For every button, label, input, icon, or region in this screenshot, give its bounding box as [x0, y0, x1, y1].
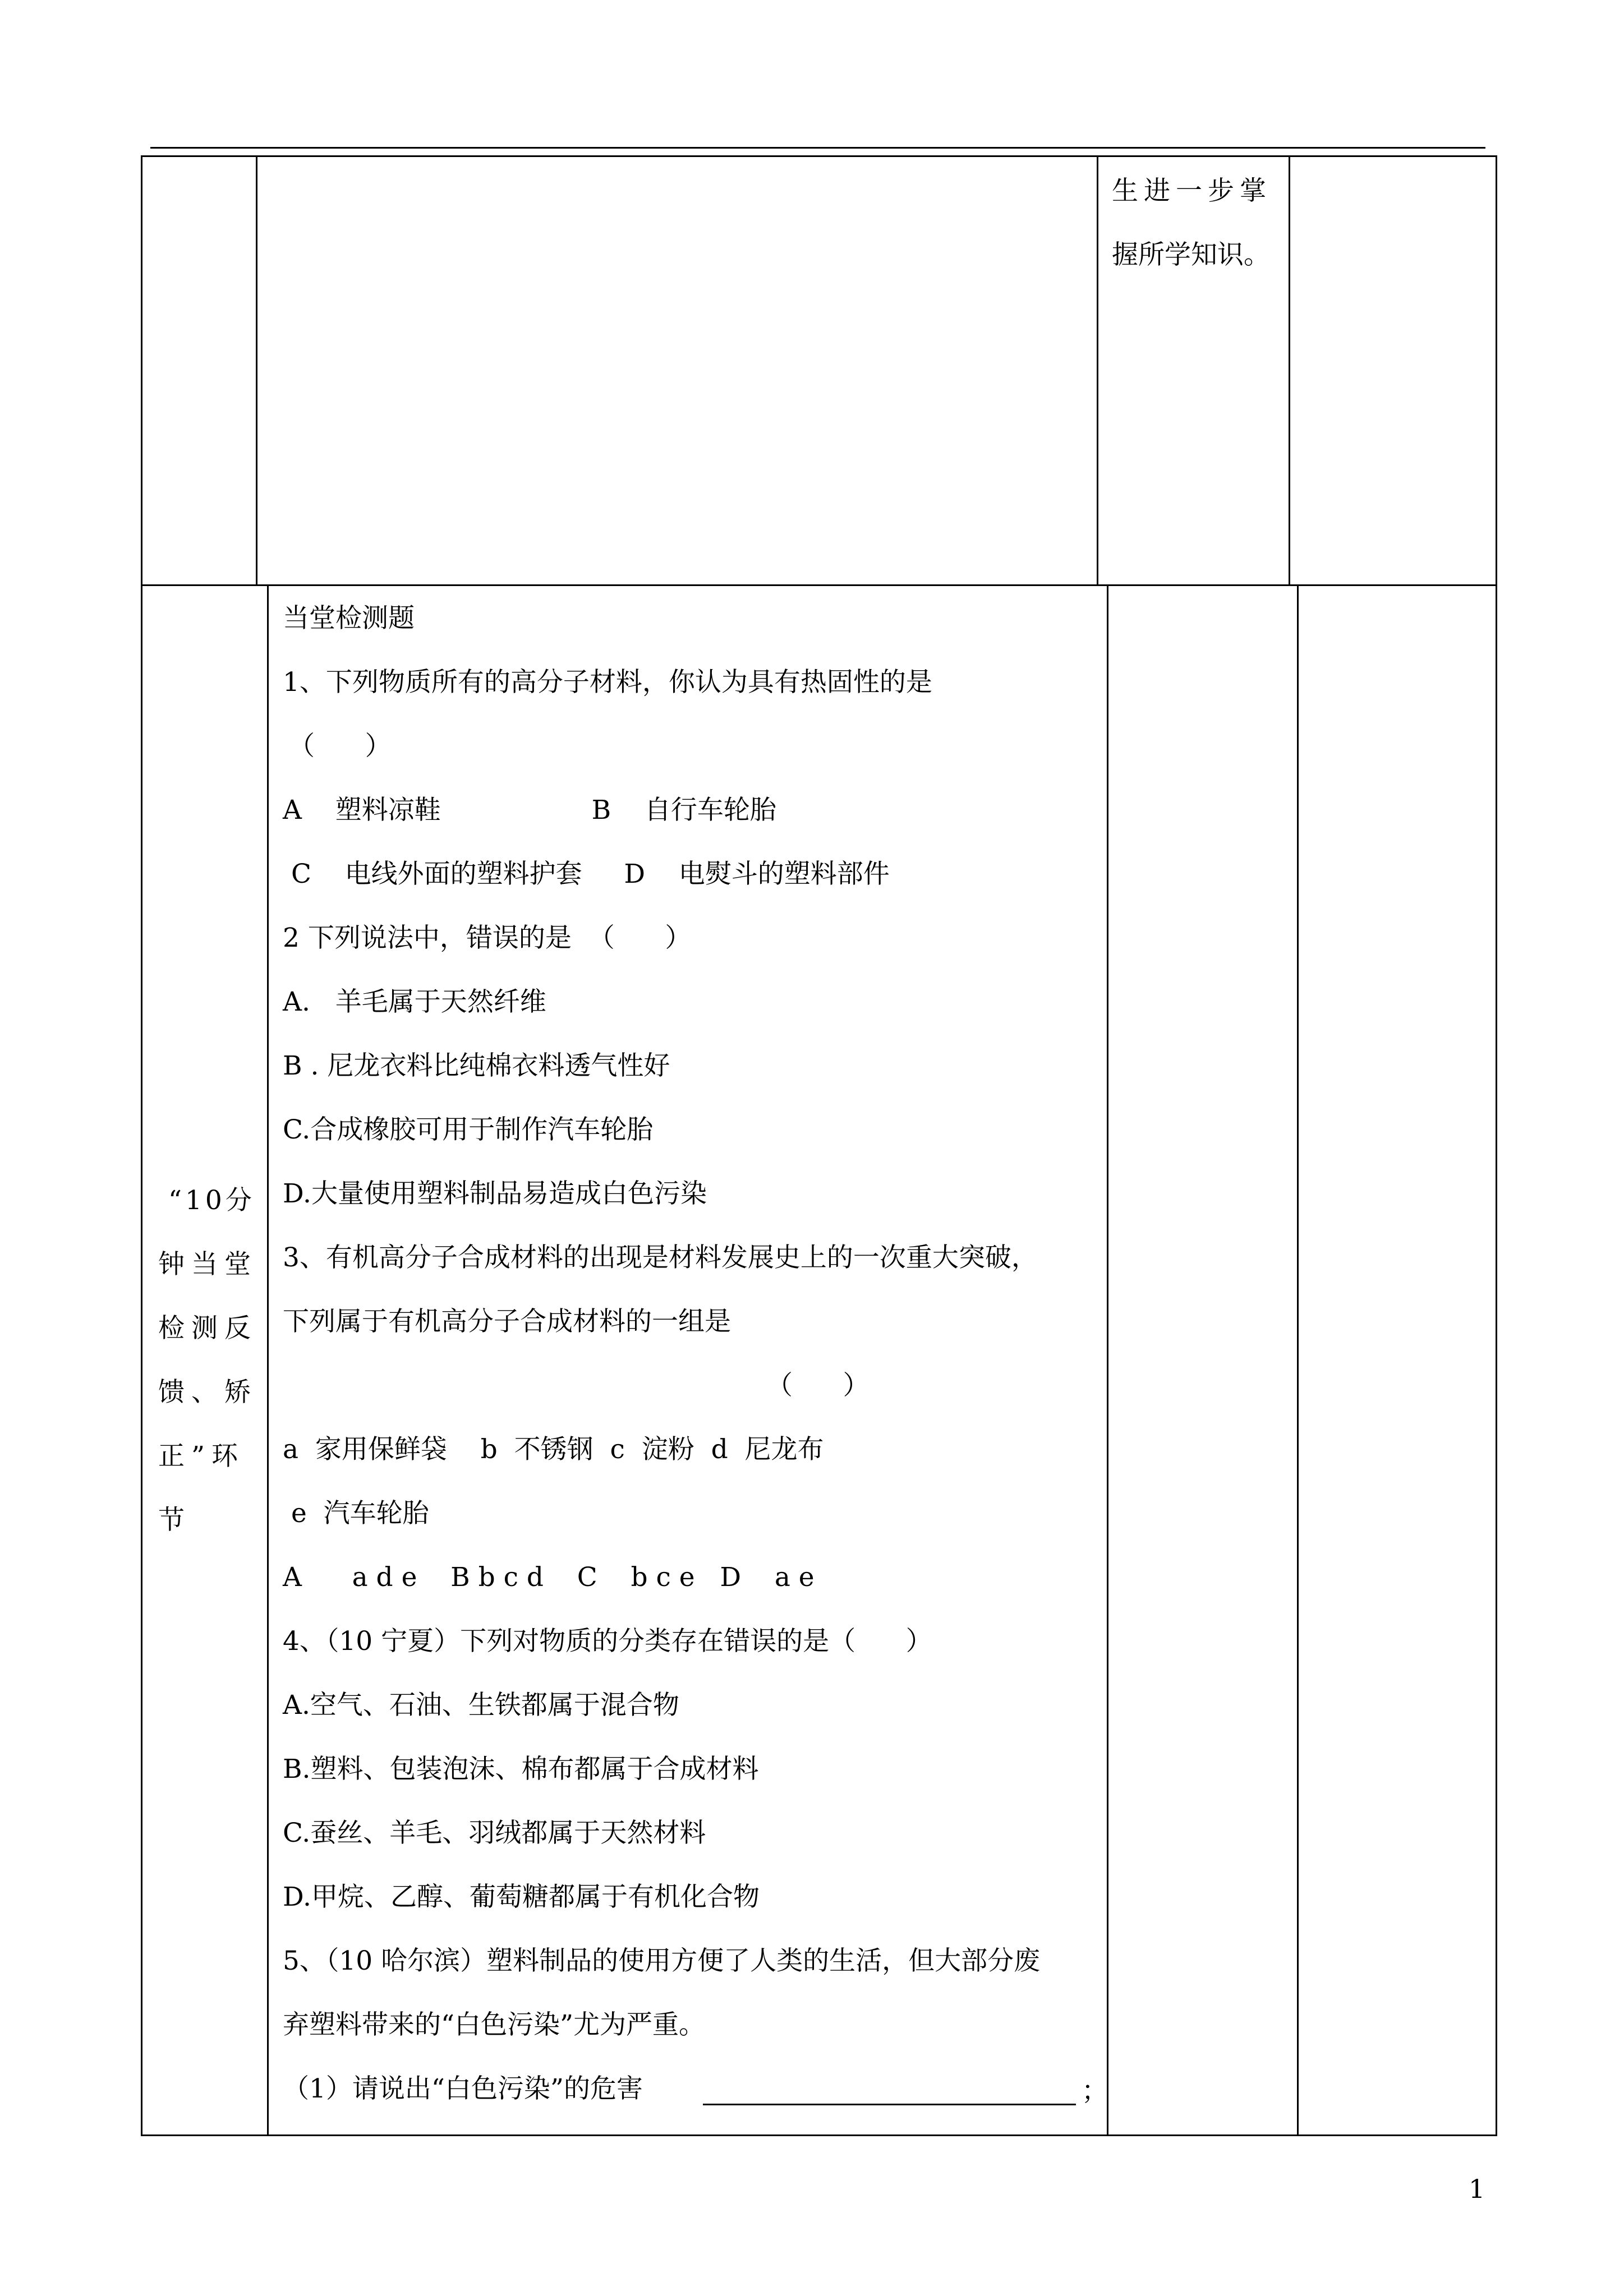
row1-col-divider-2: [1097, 155, 1098, 586]
quiz-title: 当堂检测题: [283, 603, 415, 634]
question-3-items: a 家用保鲜袋 b 不锈钢 c 淀粉 d 尼龙布: [283, 1434, 824, 1465]
table-bottom-border: [141, 2134, 1497, 2136]
question-5-part-1-end: ；: [1082, 2076, 1108, 2106]
question-4-option-c: C.蚕丝、羊毛、羽绒都属于天然材料: [283, 1818, 706, 1848]
section-label-line-6: 节: [158, 1505, 185, 1536]
question-2-option-c: C.合成橡胶可用于制作汽车轮胎: [283, 1114, 654, 1145]
question-1-options-ab: A 塑料凉鞋 B 自行车轮胎: [283, 795, 776, 826]
question-5-line-1: 5、（10 哈尔滨）塑料制品的使用方便了人类的生活，但大部分废: [283, 1945, 1041, 1976]
question-2: 2 下列说法中，错误的是 （ ）: [283, 923, 692, 953]
section-label-line-4: 馈、矫: [158, 1377, 257, 1408]
question-4-option-a: A.空气、石油、生铁都属于混合物: [283, 1690, 679, 1721]
row1-note-line-2: 握所学知识。: [1112, 239, 1270, 270]
question-1: 1、下列物质所有的高分子材料，你认为具有热固性的是: [283, 667, 932, 698]
section-label-line-3: 检测反: [158, 1313, 257, 1344]
page-number: 1: [1469, 2174, 1485, 2204]
row2-col-divider-2: [1107, 584, 1108, 2136]
section-label-line-5: 正”环: [158, 1441, 245, 1472]
answer-blank-line: [703, 2104, 1076, 2105]
header-rule: [150, 147, 1485, 149]
question-1-options-cd: C 电线外面的塑料护套 D 电熨斗的塑料部件: [283, 859, 890, 889]
question-2-option-b: B . 尼龙衣料比纯棉衣料透气性好: [283, 1050, 670, 1081]
question-2-option-a: A. 羊毛属于天然纤维: [283, 986, 546, 1017]
row1-col-divider-3: [1289, 155, 1290, 586]
question-3-line-1: 3、有机高分子合成材料的出现是材料发展史上的一次重大突破，: [283, 1242, 1038, 1273]
question-3-item-e: e 汽车轮胎: [283, 1498, 429, 1529]
question-4: 4、（10 宁夏）下列对物质的分类存在错误的是（ ）: [283, 1626, 932, 1657]
question-1-answer-bracket: （ ）: [288, 731, 392, 762]
section-label-line-1: “10分: [168, 1185, 255, 1216]
question-4-option-d: D.甲烷、乙醇、葡萄糖都属于有机化合物: [283, 1882, 760, 1912]
section-label-line-2: 钟当堂: [158, 1249, 257, 1280]
question-5-line-2: 弃塑料带来的“白色污染”尤为严重。: [283, 2009, 706, 2040]
question-2-option-d: D.大量使用塑料制品易造成白色污染: [283, 1178, 707, 1209]
row2-col-divider-1: [267, 584, 269, 2136]
row2-col-divider-3: [1297, 584, 1299, 2136]
table-top-border: [141, 155, 1497, 157]
row1-note-line-1: 生进一步掌: [1112, 176, 1272, 206]
row1-col-divider-1: [256, 155, 257, 586]
question-3-options: A a d e B b c d C b c e D a e: [283, 1562, 815, 1593]
question-3-line-2: 下列属于有机高分子合成材料的一组是: [283, 1306, 731, 1337]
question-3-answer-bracket: （ ）: [766, 1370, 869, 1401]
row-divider: [141, 584, 1497, 586]
table-left-border: [141, 155, 142, 2136]
question-5-part-1: （1）请说出“白色污染”的危害: [283, 2073, 643, 2104]
question-4-option-b: B.塑料、包装泡沫、棉布都属于合成材料: [283, 1754, 759, 1785]
table-right-border: [1496, 155, 1497, 2136]
